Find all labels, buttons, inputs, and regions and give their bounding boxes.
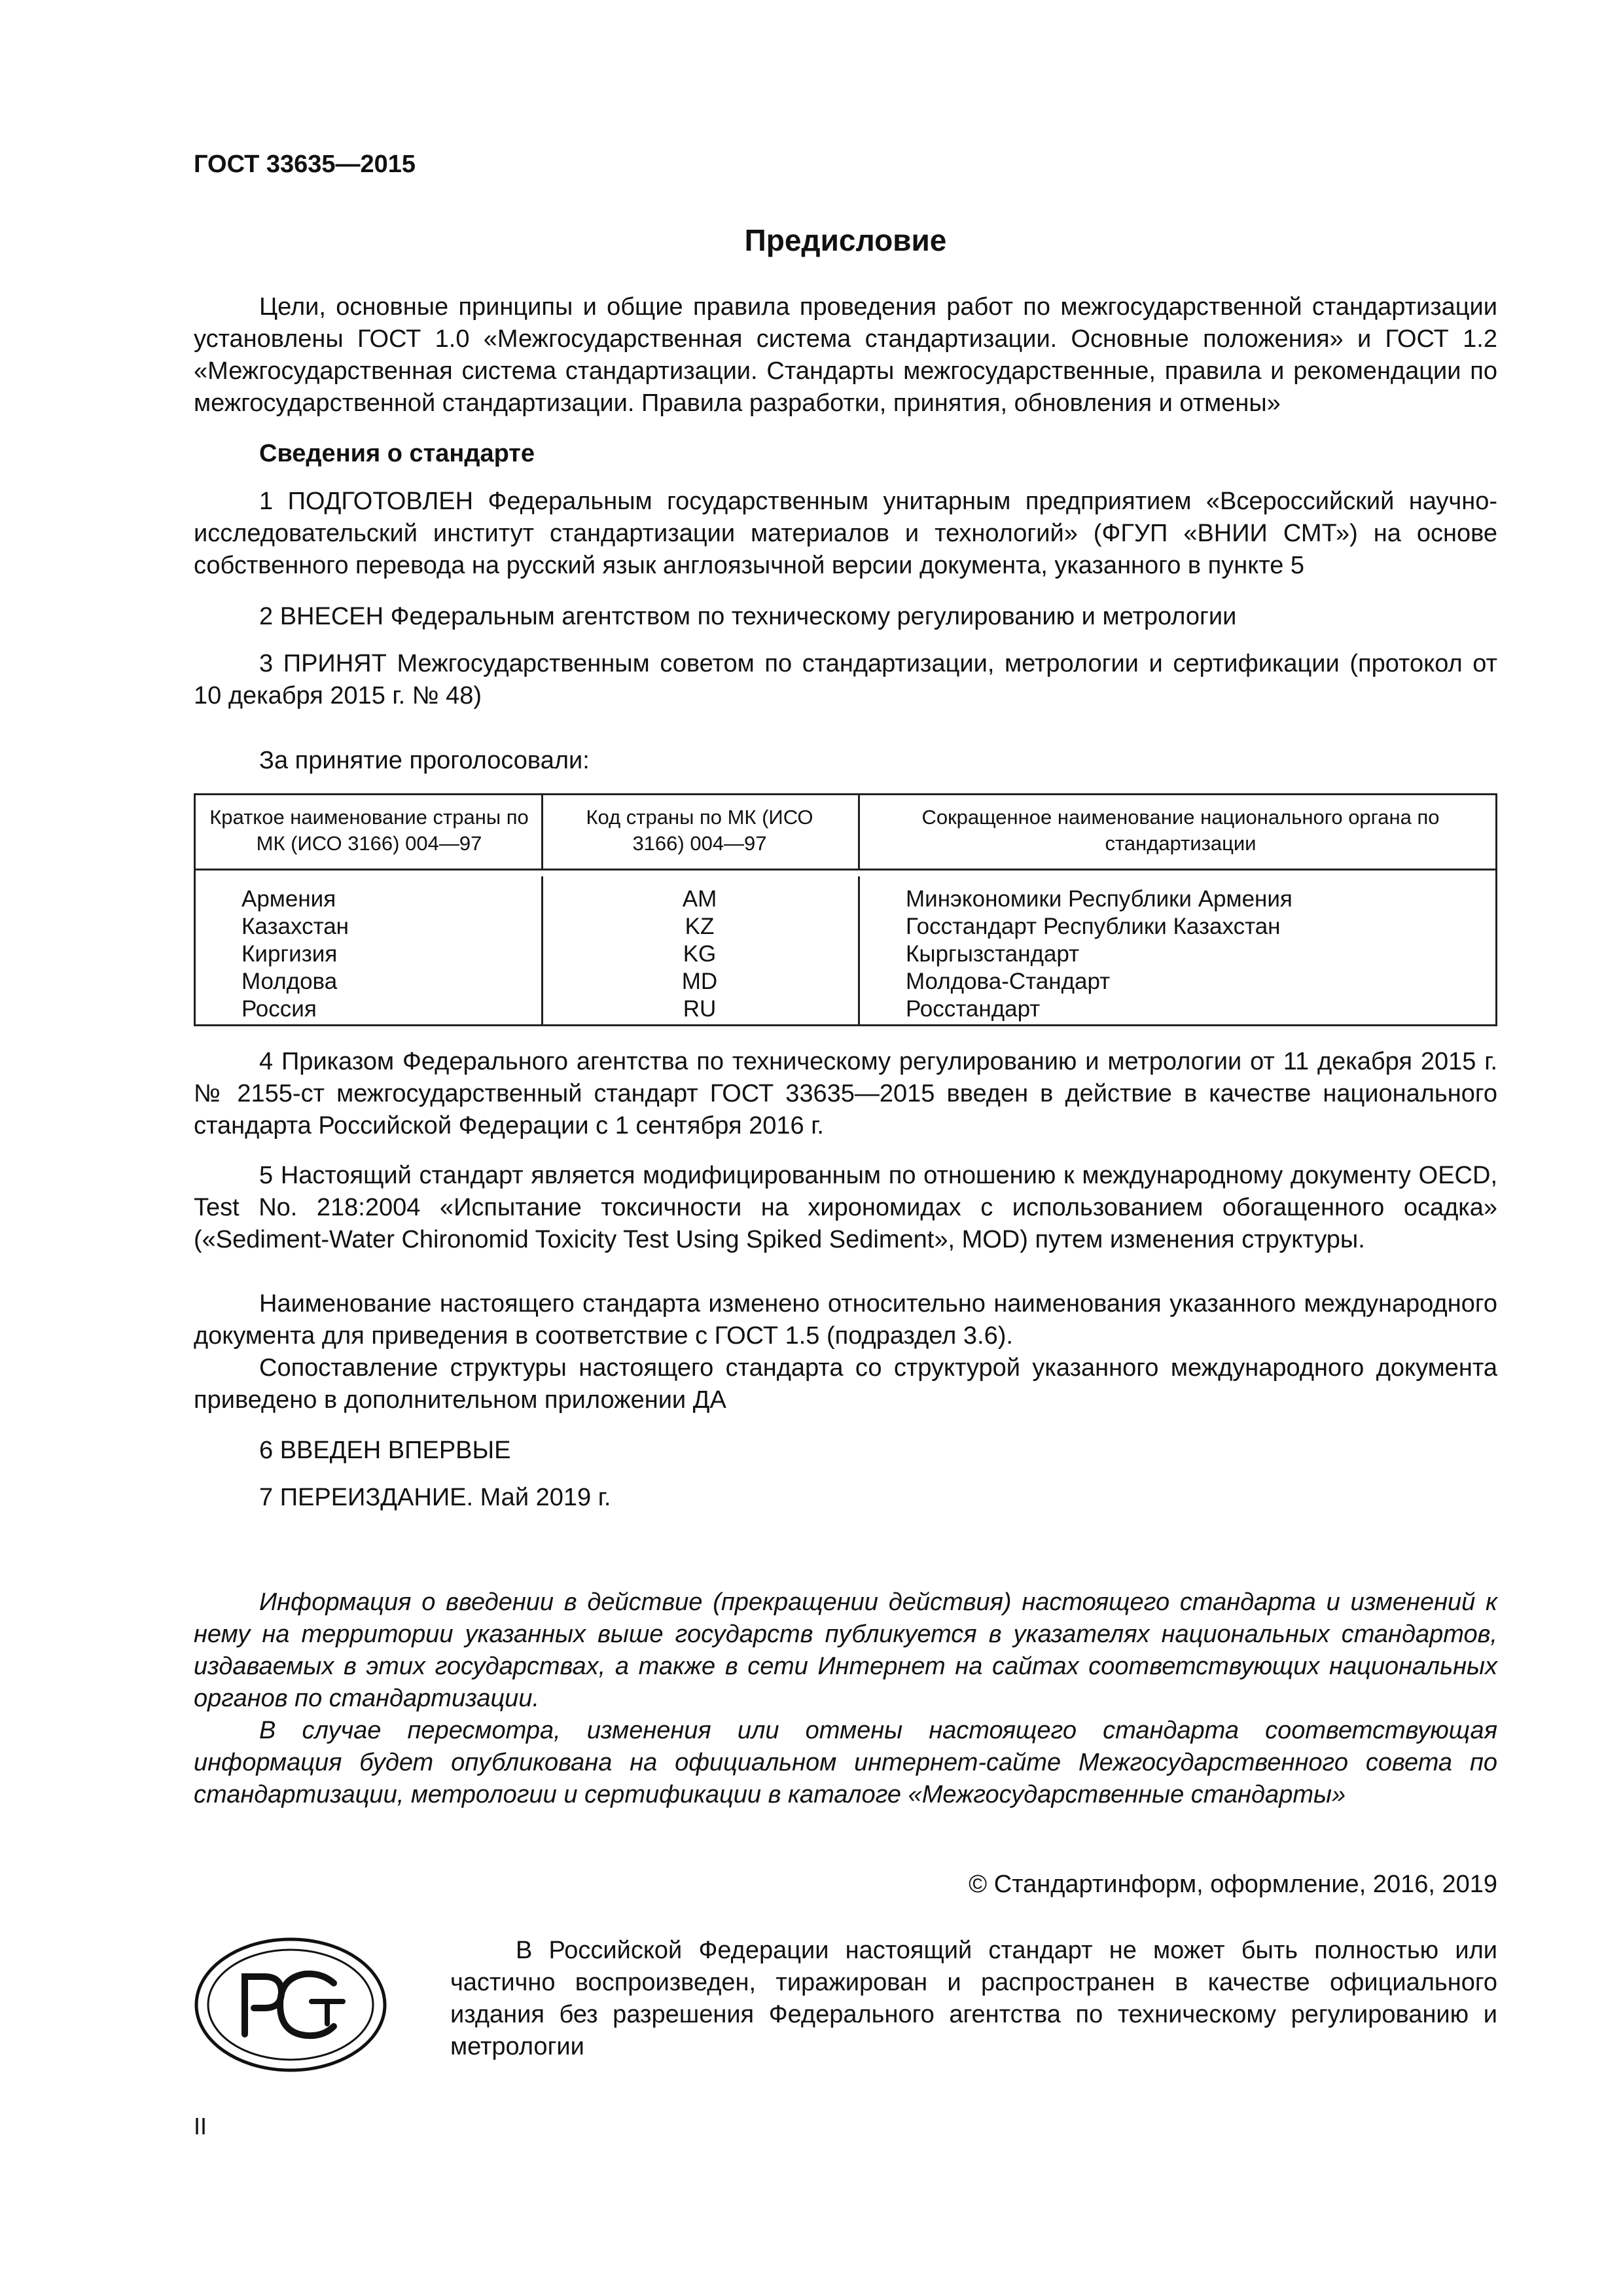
header-code: Код страны по МК (ИСО 3166) 004—97 [586,806,813,855]
item-5-name-paragraph: Наименование настоящего стандарта изменено относительно наименования указанного международного документа для приведения в соответствие с ГОСТ 1.5 (подраздел 3.6). [194,1290,1497,1350]
item-1-paragraph: 1 ПОДГОТОВЛЕН Федеральным государственным унитарным предприятием «Всероссийский научно-исследовательский институт стандартизации материалов и технологий» (ФГУП «ВНИИ СМТ») на основе собственного перевода на русский язык англоязычной версии документа, указанного в пункте 5 [194,488,1497,579]
intro-paragraph: Цели, основные принципы и общие правила проведения работ по межгосударственной стандартизации установлены ГОСТ 1.0 «Межгосударственная система стандартизации. Основные положения» и ГОСТ 1.2 «Межгосударственная система стандартизации. Стандарты межгосударственные, правила и рекомендации по межгосударственной стандартизации. Правила разработки, принятия, обновления и отмены» [194,293,1497,417]
table-cell-country: Киргизия [241,941,338,967]
table-body [196,876,1495,1024]
item-2-paragraph: 2 ВНЕСЕН Федеральным агентством по техническому регулированию и метрологии [259,603,1237,630]
item-4-paragraph: 4 Приказом Федерального агентства по техническому регулированию и метрологии от 11 декабря 2015 г. № 2155-ст межгосударственный стандарт ГОСТ 33635—2015 введен в действие в качестве национального стандарта Российской Федерации с 1 сентября 2016 г. [194,1048,1497,1139]
column-divider [541,876,543,1024]
italic-info-paragraph: Информация о введении в действие (прекращении действия) настоящего стандарта и изменений к нему на территории указанных выше государств публикуется в указателях национальных стандартов, издаваемых в этих государствах, а также в сети Интернет на сайтах соответствующих национальных органов по стандартизации. [194,1588,1497,1712]
item-7-paragraph: 7 ПЕРЕИЗДАНИЕ. Май 2019 г. [259,1484,611,1511]
table-cell-body: Росстандарт [906,996,1041,1022]
table-cell-code: AM [682,886,717,912]
body-column [906,886,1293,1023]
table-cell-country: Россия [241,996,317,1022]
item-5-structure-paragraph: Сопоставление структуры настоящего стандарта со структурой указанного международного документа приведено в дополнительном приложении ДА [194,1354,1497,1414]
table-cell-body: Минэкономики Республики Армения [906,886,1293,912]
table-cell-country: Казахстан [241,914,349,939]
page-number: II [194,2113,207,2140]
table-cell-body: Госстандарт Республики Казахстан [906,914,1281,939]
code-column [562,886,837,1023]
country-column [241,886,349,1023]
item-5-paragraph: 5 Настоящий стандарт является модифицированным по отношению к международному документу OECD, Test No. 218:2004 «Испытание токсичности на хирономидах с использованием обогащенного осадка» («Sediment-Water Chironomid Toxicity Test Using Spiked Sediment», MOD) путем изменения структуры. [194,1162,1497,1253]
item-3-paragraph: 3 ПРИНЯТ Межгосударственным советом по стандартизации, метрологии и сертификации (протокол от 10 декабря 2015 г. № 48) [194,650,1497,709]
section-title: Предисловие [744,223,947,257]
info-heading: Сведения о стандарте [259,440,535,467]
header-country: Краткое наименование страны по МК (ИСО 3166) 004—97 [209,806,529,855]
table-header [196,795,1495,870]
document-code: ГОСТ 33635—2015 [194,151,416,178]
table-cell-country: Молдова [241,969,338,994]
header-body: Сокращенное наименование национального органа по стандартизации [921,806,1440,855]
table-cell-code: RU [683,996,717,1022]
table-cell-body: Кыргызстандарт [906,941,1080,967]
column-divider [858,876,860,1024]
column-divider [541,795,543,869]
voting-table [194,793,1497,1026]
column-divider [858,795,860,869]
reproduction-notice: В Российской Федерации настоящий стандарт не может быть полностью или частично воспроизведен, тиражирован и распространен в качестве официального издания без разрешения Федерального агентства по техническому регулированию и метрологии [450,1937,1497,2060]
table-cell-code: KG [683,941,717,967]
table-cell-code: MD [681,969,718,994]
italic-revision-paragraph: В случае пересмотра, изменения или отмены настоящего стандарта соответствующая информация будет опубликована на официальном интернет-сайте Межгосударственного совета по стандартизации, метрологии и сертификации в каталоге «Межгосударственные стандарты» [194,1717,1497,1808]
table-cell-country: Армения [241,886,336,912]
rst-emblem-logo [194,1936,387,2073]
item-6-paragraph: 6 ВВЕДЕН ВПЕРВЫЕ [259,1437,511,1464]
copyright-line: © Стандартинформ, оформление, 2016, 2019 [969,1871,1497,1898]
vote-caption: За принятие проголосовали: [259,747,590,774]
table-cell-body: Молдова-Стандарт [906,969,1111,994]
table-cell-code: KZ [685,914,715,939]
